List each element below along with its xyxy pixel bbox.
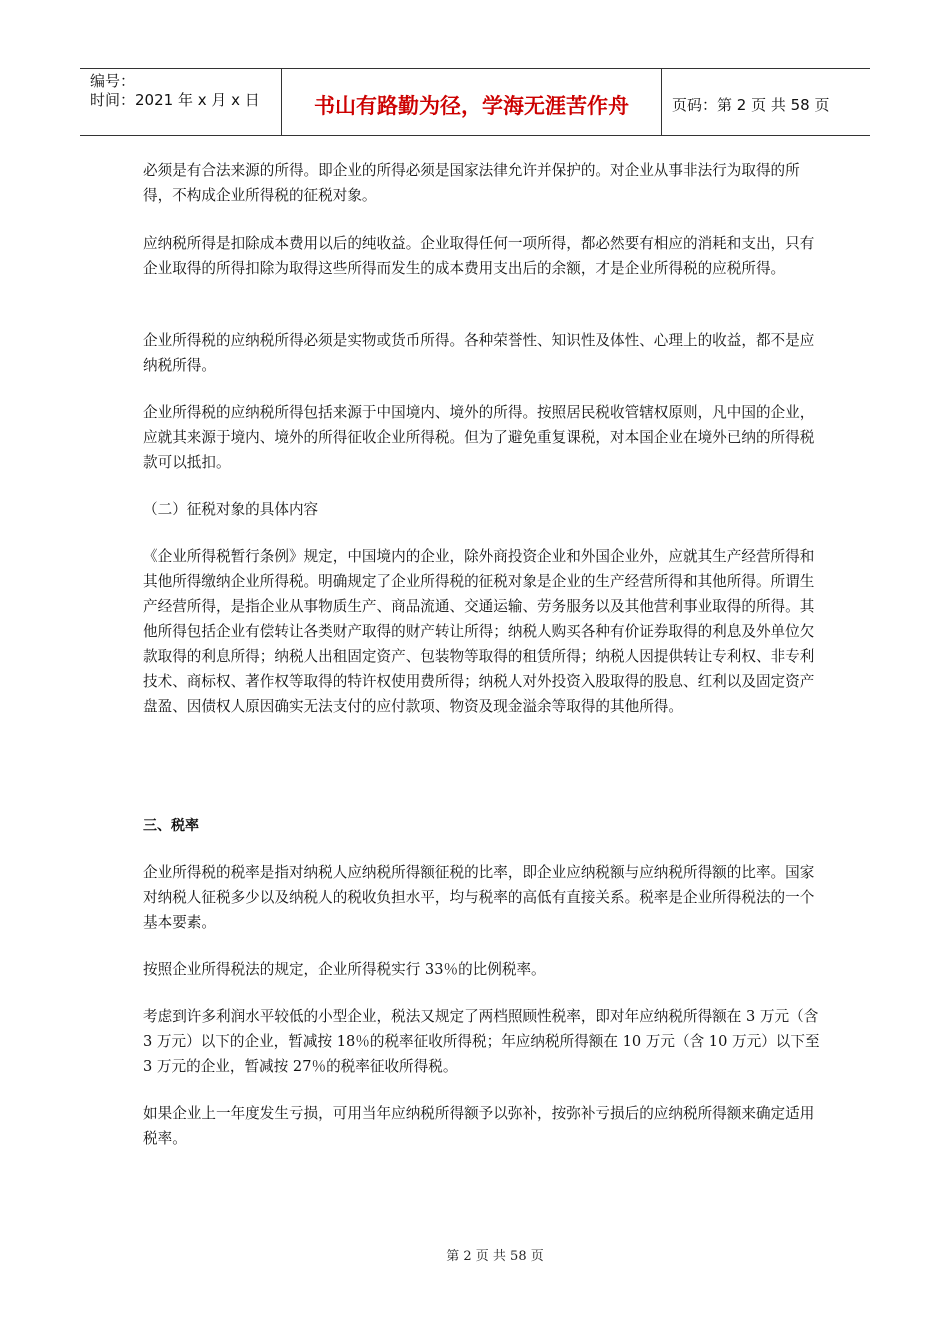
header-page-info: 页码：第 2 页 共 58 页 — [672, 95, 830, 114]
paragraph-tax-rate-definition: 企业所得税的税率是指对纳税人应纳税所得额征税的比率，即企业应纳税额与应纳税所得额的比率。国家对纳税人征税多少以及纳税人的税收负担水平，均与税率的高低有直接关系。税率是企业所得税法的一个基本要素。 — [143, 864, 815, 931]
paragraph-standard-rate: 按照企业所得税法的规定，企业所得税实行 33％的比例税率。 — [143, 961, 546, 978]
header-meta — [80, 69, 282, 135]
paragraph-loss-offset: 如果企业上一年度发生亏损，可用当年应纳税所得额予以弥补，按弥补亏损后的应纳税所得额来确定适用税率。 — [143, 1105, 815, 1147]
paragraph-domestic-foreign: 企业所得税的应纳税所得包括来源于中国境内、境外的所得。按照居民税收管辖权原则，凡中国的企业，应就其来源于境内、境外的所得征收企业所得税。但为了避免重复课税，对本国企业在境外已纳的所得税款可以抵扣。 — [143, 404, 815, 471]
paragraph-monetary-income: 企业所得税的应纳税所得必须是实物或货币所得。各种荣誉性、知识性及体性、心理上的收益，都不是应纳税所得。 — [143, 332, 815, 374]
section-subheading: （二）征税对象的具体内容 — [143, 501, 319, 518]
page-header — [80, 68, 870, 136]
document-date-label: 时间：2021 年 x 月 x 日 — [90, 91, 260, 109]
paragraph-legal-source: 必须是有合法来源的所得。即企业的所得必须是国家法律允许并保护的。对企业从事非法行为取得的所得，不构成企业所得税的征税对象。 — [143, 162, 800, 204]
paragraph-preferential-rates: 考虑到许多利润水平较低的小型企业，税法又规定了两档照顾性税率，即对年应纳税所得额在 3 万元（含 3 万元）以下的企业，暂减按 18％的税率征收所得税；年应纳税所得额在 10 万元（含 10 万元）以下至 3 万元的企业，暂减按 27％的税率征收所得税。 — [143, 1008, 820, 1075]
section-heading-tax-rate: 三、税率 — [143, 818, 199, 834]
paragraph-net-income: 应纳税所得是扣除成本费用以后的纯收益。企业取得任何一项所得，都必然要有相应的消耗和支出，只有企业取得的所得扣除为取得这些所得而发生的成本费用支出后的余额，才是企业所得税的应税所得。 — [143, 235, 815, 277]
page-footer: 第 2 页 共 58 页 — [446, 1249, 544, 1264]
document-code-label: 编号： — [90, 72, 136, 90]
paragraph-tax-object-content: 《企业所得税暂行条例》规定，中国境内的企业，除外商投资企业和外国企业外，应就其生产经营所得和其他所得缴纳企业所得税。明确规定了企业所得税的征税对象是企业的生产经营所得和其他所得。所谓生产经营所得，是指企业从事物质生产、商品流通、交通运输、劳务服务以及其他营利事业取得的所得。其他所得包括企业有偿转让各类财产取得的财产转让所得；纳税人购买各种有价证券取得的利息及外单位欠款取得的利息所得；纳税人出租固定资产、包装物等取得的租赁所得；纳税人因提供转让专利权、非专利技术、商标权、著作权等取得的特许权使用费所得；纳税人对外投资入股取得的股息、红利以及固定资产盘盈、因债权人原因确实无法支付的应付款项、物资及现金溢余等取得的其他所得。 — [143, 548, 815, 715]
header-motto: 书山有路勤为径，学海无涯苦作舟 — [282, 69, 662, 135]
